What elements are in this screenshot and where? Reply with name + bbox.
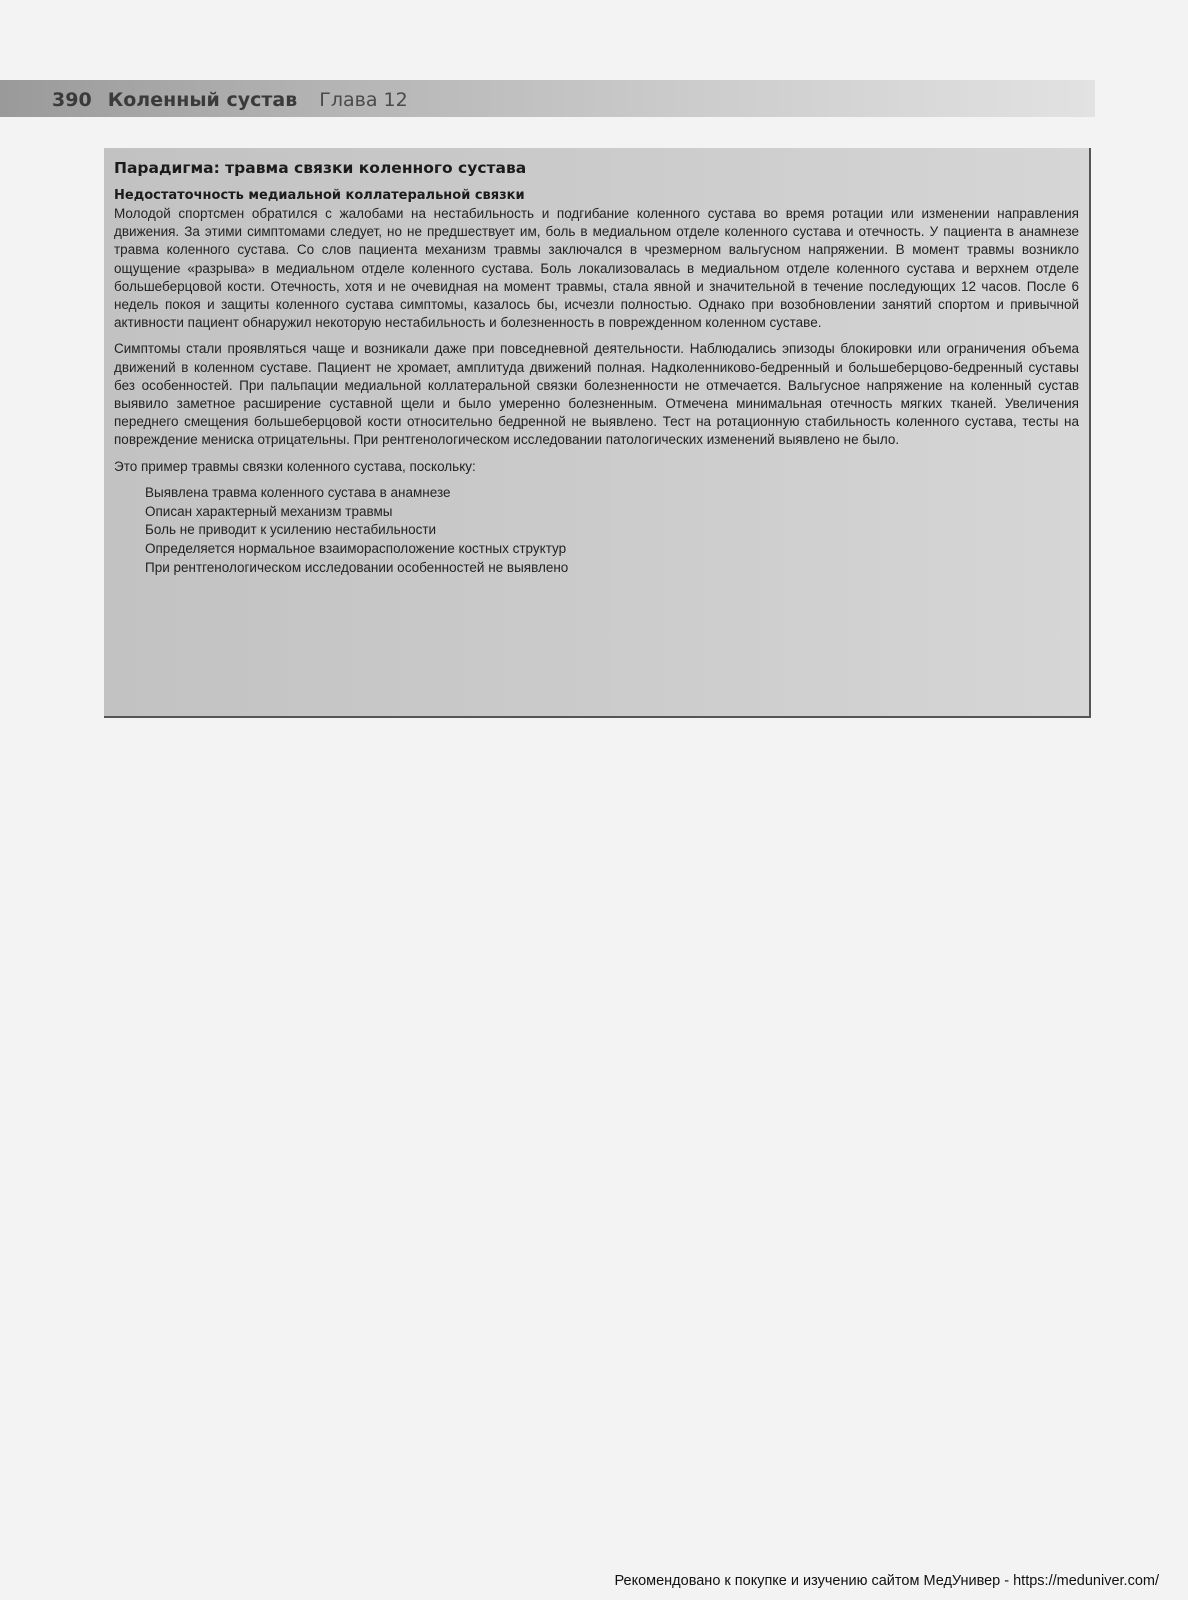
footer-recommendation: Рекомендовано к покупке и изучению сайтом МедУнивер - https://meduniver.com/ — [614, 1573, 1159, 1589]
list-item: Описан характерный механизм травмы — [145, 503, 393, 519]
list-item: Боль не приводит к усилению нестабильности — [145, 522, 437, 538]
case-paragraph-2: Симптомы стали проявляться чаще и возникали даже при повседневной деятельности. Наблюдались эпизоды блокировки или ограничения объема движений в коленном суставе. Пациент не хромает, амплитуда движений полная. Надколенниково-бедренный и большеберцово-бедренный суставы без особенностей. При пальпации медиальной коллатеральной связки болезненности не отмечается. Вальгусное напряжение на коленный сустав выявило заметное расширение суставной щели и было умеренно болезненным. Отмечена минимальная отечность мягких тканей. Увеличения переднего смещения большеберцовой кости относительно бедренной не выявлено. Тест на ротационную стабильность коленного сустава, тесты на повреждение мениска отрицательны. При рентгенологическом исследовании патологических изменений выявлено не было. — [114, 341, 1079, 448]
box-title: Парадигма: травма связки коленного сустава — [114, 159, 527, 177]
case-paragraph-1: Молодой спортсмен обратился с жалобами на нестабильность и подгибание коленного сустава во время ротации или изменении направления движения. За этими симптомами следует, но не предшествует им, боль в медиальном отделе коленного сустава и отечность. У пациента в анамнезе травма коленного сустава. Со слов пациента механизм травмы заключался в чрезмерном вальгусном напряжении. В момент травмы возникло ощущение «разрыва» в медиальном отделе коленного сустава. Боль локализовалась в медиальном отделе коленного сустава и верхнем отделе большеберцовой кости. Отечность, хотя и не очевидная на момент травмы, стала явной и значительной в течение последующих 12 часов. После 6 недель покоя и защиты коленного сустава симптомы, казалось бы, исчезли полностью. Однако при возобновлении занятий спортом и привычной активности пациент обнаружил некоторую нестабильность и болезненность в поврежденном коленном суставе. — [114, 206, 1079, 331]
running-title: Коленный сустав — [107, 89, 298, 111]
list-item: Выявлена травма коленного сустава в анамнезе — [145, 484, 451, 500]
page-number: 390 — [52, 89, 92, 111]
list-item: При рентгенологическом исследовании особенностей не выявлено — [145, 560, 569, 576]
chapter-label: Глава 12 — [319, 89, 408, 111]
reasons-list — [114, 484, 1079, 578]
running-header — [52, 88, 408, 112]
box-subtitle: Недостаточность медиальной коллатеральной связки — [114, 188, 525, 203]
lead-in-text: Это пример травмы связки коленного сустава, поскольку: — [114, 458, 476, 474]
list-item: Определяется нормальное взаиморасположение костных структур — [145, 541, 567, 557]
paradigm-box — [104, 148, 1091, 718]
